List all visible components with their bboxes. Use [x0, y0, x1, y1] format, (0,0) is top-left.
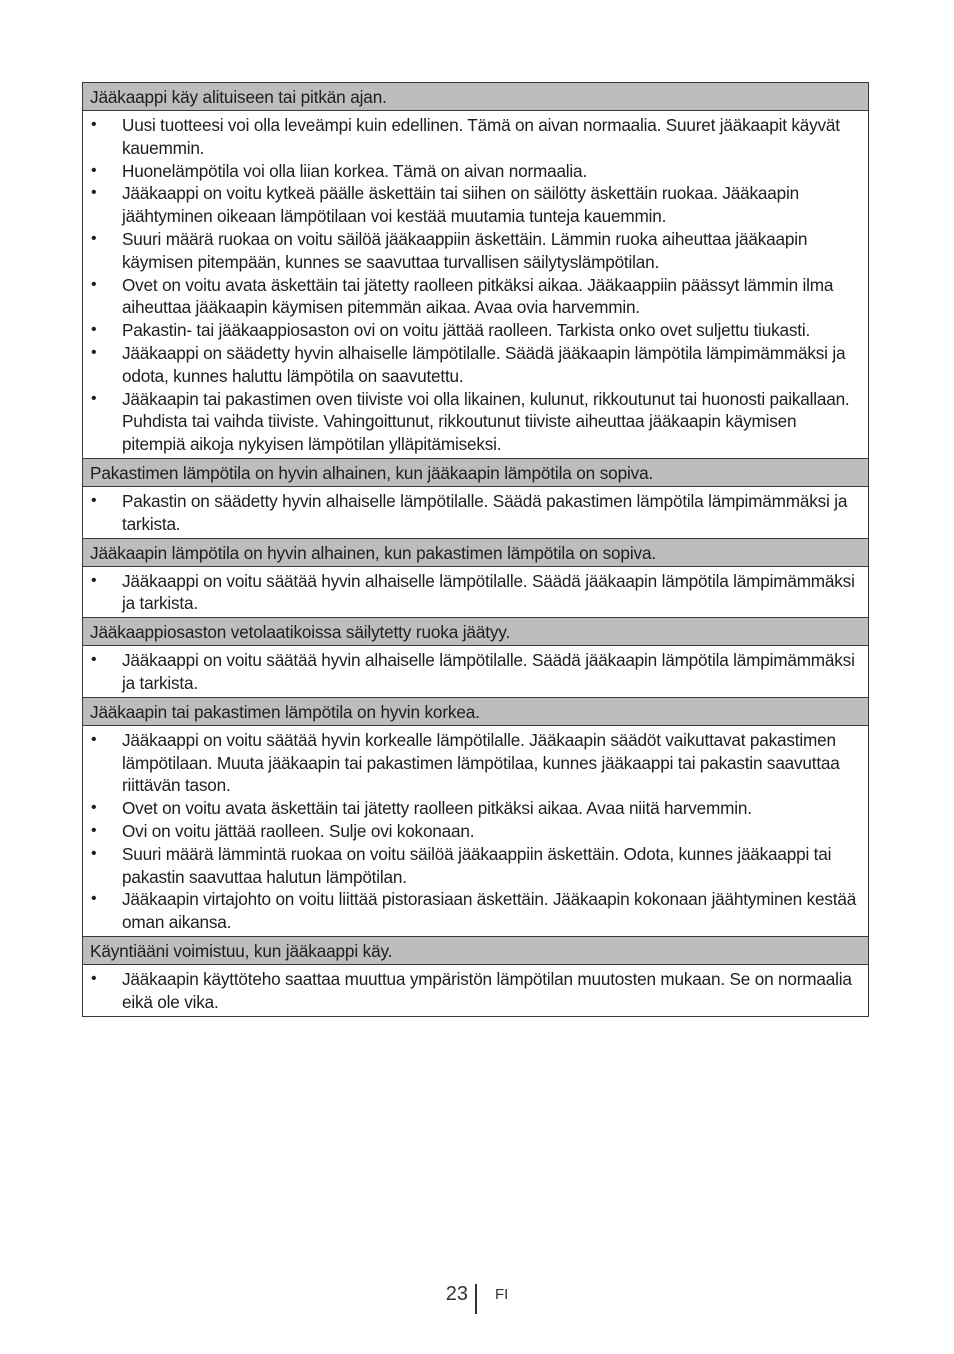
troubleshooting-table	[82, 82, 869, 1017]
bullet-text: Pakastin- tai jääkaappiosaston ovi on voitu jättää raolleen. Tarkista onko ovet suljettu tiukasti.	[122, 320, 811, 341]
bullet-item	[89, 342, 862, 388]
section-body	[83, 111, 868, 459]
footer-divider	[475, 1284, 477, 1314]
language-code: FI	[495, 1286, 509, 1303]
troubleshooting-section	[83, 459, 868, 539]
bullet-text: Jääkaappi on voitu kytkeä päälle äskettäin tai siihen on säilötty äskettäin ruokaa. Jääkaapin jäähtyminen oikeaan lämpötilaan voi kestää muutamia tunteja kauemmin.	[122, 183, 799, 227]
bullet-icon: •	[91, 184, 97, 202]
section-body	[83, 487, 868, 539]
bullet-icon: •	[91, 275, 97, 293]
bullet-item	[89, 888, 862, 934]
bullet-item	[89, 274, 862, 320]
section-body	[83, 726, 868, 937]
bullet-icon: •	[91, 799, 97, 817]
troubleshooting-section	[83, 937, 868, 1016]
bullet-item	[89, 319, 862, 342]
section-heading: Jääkaapin lämpötila on hyvin alhainen, kun pakastimen lämpötila on sopiva.	[83, 539, 868, 567]
bullet-item	[89, 729, 862, 797]
troubleshooting-section	[83, 83, 868, 459]
bullet-icon: •	[91, 651, 97, 669]
section-heading: Käyntiääni voimistuu, kun jääkaappi käy.	[83, 937, 868, 965]
bullet-icon: •	[91, 116, 97, 133]
bullet-text: Suuri määrä ruokaa on voitu säilöä jääkaappiin äskettäin. Lämmin ruoka aiheuttaa jääkaapin käymisen pitempään, kunnes se saavuttaa turvallisen säilytyslämpötilan.	[122, 228, 808, 272]
bullet-text: Pakastin on säädetty hyvin alhaiselle lämpötilalle. Säädä pakastimen lämpötila lämpimämmäksi ja tarkista.	[122, 490, 848, 534]
bullet-icon: •	[91, 343, 97, 361]
bullet-icon: •	[91, 571, 97, 589]
bullet-icon: •	[91, 730, 97, 748]
bullet-item	[89, 570, 862, 616]
bullet-item	[89, 797, 862, 820]
bullet-text: Jääkaapin käyttöteho saattaa muuttua ympäristön lämpötilan muutosten mukaan. Se on normaalia eikä ole vika.	[122, 968, 852, 1012]
bullet-text: Uusi tuotteesi voi olla leveämpi kuin edellinen. Tämä on aivan normaalia. Suuret jääkaapit käyvät kauemmin.	[122, 115, 840, 158]
section-heading: Jääkaapin tai pakastimen lämpötila on hyvin korkea.	[83, 698, 868, 726]
bullet-icon: •	[91, 389, 97, 407]
bullet-text: Ovet on voitu avata äskettäin tai jätetty raolleen pitkäksi aikaa. Jääkaappiin päässyt lämmin ilma aiheuttaa jääkaapin käymisen pitemmän aikaa. Avaa ovia harvemmin.	[122, 274, 834, 318]
page-number: 23	[445, 1283, 468, 1305]
bullet-icon: •	[91, 821, 97, 839]
section-heading: Pakastimen lämpötila on hyvin alhainen, kun jääkaapin lämpötila on sopiva.	[83, 459, 868, 487]
bullet-icon: •	[91, 321, 97, 339]
bullet-item	[89, 490, 862, 536]
bullet-item	[89, 820, 862, 843]
bullet-text: Jääkaappi on voitu säätää hyvin alhaiselle lämpötilalle. Säädä jääkaapin lämpötila lämpimämmäksi ja tarkista.	[122, 650, 855, 693]
section-body	[83, 646, 868, 698]
section-body	[83, 567, 868, 619]
section-body	[83, 965, 868, 1016]
bullet-text: Suuri määrä lämmintä ruokaa on voitu säilöä jääkaappiin äskettäin. Odota, kunnes jääkaappi tai pakastin saavuttaa halutun lämpötilan.	[122, 843, 832, 887]
bullet-item	[89, 968, 862, 1014]
bullet-item	[89, 160, 862, 183]
section-heading: Jääkaappiosaston vetolaatikoissa säilytetty ruoka jäätyy.	[83, 618, 868, 646]
bullet-icon: •	[91, 161, 97, 179]
bullet-text: Ovi on voitu jättää raolleen. Sulje ovi kokonaan.	[122, 820, 475, 841]
bullet-item	[89, 843, 862, 889]
page-footer	[0, 1281, 954, 1315]
section-heading: Jääkaappi käy alituiseen tai pitkän ajan.	[83, 83, 868, 111]
bullet-icon: •	[91, 229, 97, 247]
troubleshooting-section	[83, 698, 868, 937]
troubleshooting-section	[83, 539, 868, 619]
bullet-item	[89, 228, 862, 274]
bullet-text: Jääkaapin virtajohto on voitu liittää pistorasiaan äskettäin. Jääkaapin kokonaan jäähtyminen kestää oman aikansa.	[122, 889, 857, 933]
bullet-text: Jääkaappi on voitu säätää hyvin korkealle lämpötilalle. Jääkaapin säädöt vaikuttavat pakastimen lämpötilaan. Muuta jääkaapin tai pakastimen lämpötilaa, kunnes jääkaappi tai pakastin saavuttaa riittävän tason.	[122, 729, 840, 796]
bullet-icon: •	[91, 890, 97, 908]
bullet-item	[89, 114, 862, 160]
bullet-item	[89, 388, 862, 456]
bullet-text: Jääkaappi on voitu säätää hyvin alhaiselle lämpötilalle. Säädä jääkaapin lämpötila lämpimämmäksi ja tarkista.	[122, 570, 855, 614]
bullet-text: Jääkaappi on säädetty hyvin alhaiselle lämpötilalle. Säädä jääkaapin lämpötila lämpimämmäksi ja odota, kunnes haluttu lämpötila on saavutettu.	[122, 342, 846, 386]
bullet-text: Ovet on voitu avata äskettäin tai jätetty raolleen pitkäksi aikaa. Avaa niitä harvemmin.	[122, 798, 752, 819]
bullet-text: Jääkaapin tai pakastimen oven tiiviste voi olla likainen, kulunut, rikkoutunut tai huonosti paikallaan. Puhdista tai vaihda tiiviste. Vahingoittunut, rikkoutunut tiiviste aiheuttaa jääkaapin käymisen pitempiä aikoja nykyisen lämpötilan ylläpitämiseksi.	[122, 388, 850, 455]
bullet-item	[89, 649, 862, 695]
troubleshooting-section	[83, 618, 868, 698]
bullet-item	[89, 182, 862, 228]
bullet-icon: •	[91, 844, 97, 862]
bullet-icon: •	[91, 491, 97, 509]
bullet-icon: •	[91, 969, 97, 987]
bullet-text: Huonelämpötila voi olla liian korkea. Tämä on aivan normaalia.	[122, 160, 587, 181]
